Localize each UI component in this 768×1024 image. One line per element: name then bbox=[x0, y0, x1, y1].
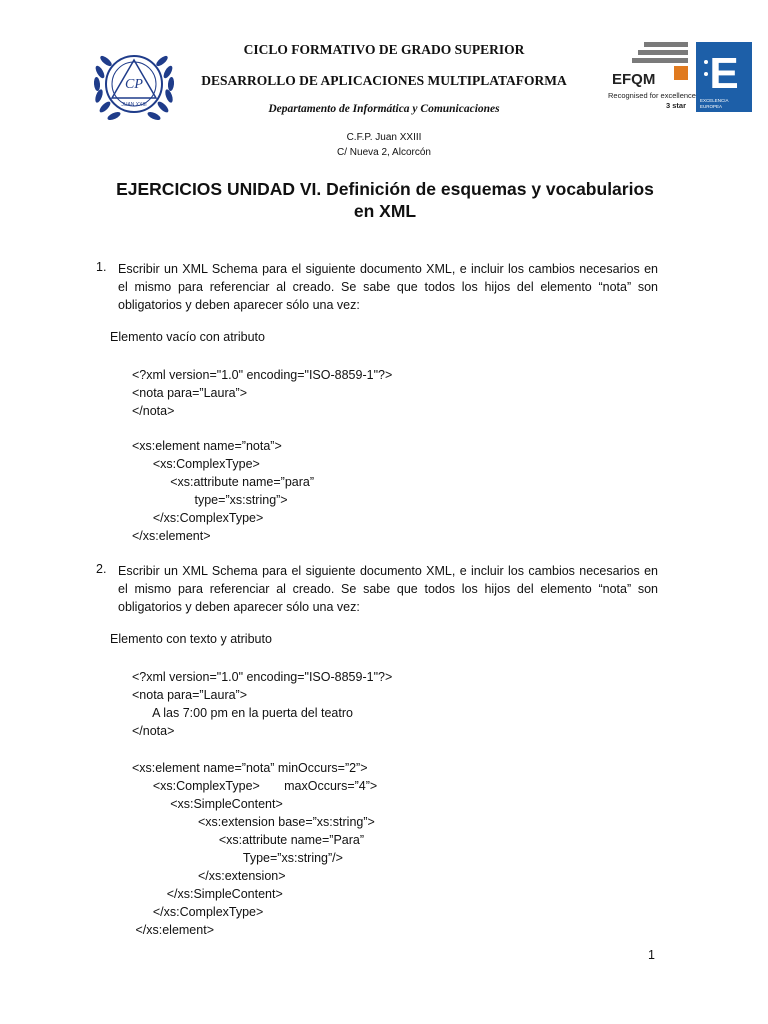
code-line: <xs:SimpleContent> bbox=[132, 797, 283, 811]
code-line: <nota para=”Laura”> bbox=[132, 386, 248, 400]
svg-text:E: E bbox=[709, 49, 739, 98]
school-name: C.F.P. Juan XXIII bbox=[346, 132, 422, 143]
exercise-1-subtitle: Elemento vacío con atributo bbox=[110, 330, 265, 344]
code-line: <?xml version="1.0" encoding="ISO-8859-1"?> bbox=[132, 670, 393, 684]
code-line: type=”xs:string”> bbox=[132, 493, 288, 507]
code-line: A las 7:00 pm en la puerta del teatro bbox=[132, 706, 353, 720]
header-line1: CICLO FORMATIVO DE GRADO SUPERIOR bbox=[243, 42, 525, 57]
efqm-logo bbox=[608, 40, 754, 116]
code-line: </xs:extension> bbox=[132, 869, 286, 883]
code-line: </xs:ComplexType> bbox=[132, 905, 264, 919]
logo-left-text: JUAN XXIII bbox=[121, 102, 147, 108]
exercise-1-xml bbox=[132, 366, 392, 420]
exercise-2-xml bbox=[132, 668, 392, 740]
svg-text:CP: CP bbox=[125, 77, 143, 92]
school-address: C/ Nueva 2, Alcorcón bbox=[337, 147, 431, 158]
code-line: <nota para=”Laura”> bbox=[132, 688, 248, 702]
code-line: <xs:element name=”nota”> bbox=[132, 439, 282, 453]
code-line: </xs:element> bbox=[132, 529, 211, 543]
code-line: <xs:ComplexType> bbox=[132, 457, 260, 471]
code-line: </xs:ComplexType> bbox=[132, 511, 264, 525]
exercise-1-schema bbox=[132, 437, 314, 545]
exercise-1-text: Escribir un XML Schema para el siguiente documento XML, e incluir los cambios necesarios en el mismo para referenciar al creado. Se sabe que todos los hijos del elemento “nota” son obligatorios y deben aparecer sólo una vez: bbox=[118, 262, 658, 312]
title-line2: en XML bbox=[353, 201, 417, 221]
code-line: </nota> bbox=[132, 404, 175, 418]
excelencia-text: EXCELENCIA bbox=[700, 98, 729, 103]
title-line1: EJERCICIOS UNIDAD VI. Definición de esquemas y vocabularios bbox=[116, 179, 654, 199]
header-line2: DESARROLLO DE APLICACIONES MULTIPLATAFORMA bbox=[201, 73, 567, 88]
code-line: </xs:element> bbox=[132, 923, 214, 937]
efqm-text: EFQM bbox=[612, 71, 656, 88]
exercise-1-number: 1. bbox=[96, 260, 107, 274]
department: Departamento de Informática y Comunicaciones bbox=[268, 103, 500, 115]
page-number: 1 bbox=[648, 948, 655, 962]
code-line: <xs:ComplexType> maxOccurs=”4”> bbox=[132, 779, 378, 793]
code-line: <?xml version="1.0" encoding="ISO-8859-1"?> bbox=[132, 368, 393, 382]
code-line: </nota> bbox=[132, 724, 175, 738]
code-line: <xs:attribute name=”Para” bbox=[132, 833, 365, 847]
code-line: <xs:element name=”nota” minOccurs=”2”> bbox=[132, 761, 368, 775]
exercise-2-subtitle: Elemento con texto y atributo bbox=[110, 632, 272, 646]
page-title bbox=[110, 178, 660, 222]
code-line: Type=”xs:string”/> bbox=[132, 851, 343, 865]
exercise-2-schema bbox=[132, 759, 377, 939]
recognised-text: Recognised for excellence bbox=[608, 91, 696, 100]
stars-text: 3 star bbox=[666, 101, 687, 110]
code-line: <xs:extension base=”xs:string”> bbox=[132, 815, 375, 829]
exercise-2-number: 2. bbox=[96, 562, 107, 576]
code-line: </xs:SimpleContent> bbox=[132, 887, 283, 901]
europea-text: EUROPEA bbox=[700, 104, 723, 109]
exercise-2-text: Escribir un XML Schema para el siguiente documento XML, e incluir los cambios necesarios en el mismo para referenciar al creado. Se sabe que todos los hijos del elemento “nota” son obligatorios y deben aparecer sólo una vez: bbox=[118, 564, 658, 614]
code-line: <xs:attribute name=”para” bbox=[132, 475, 315, 489]
